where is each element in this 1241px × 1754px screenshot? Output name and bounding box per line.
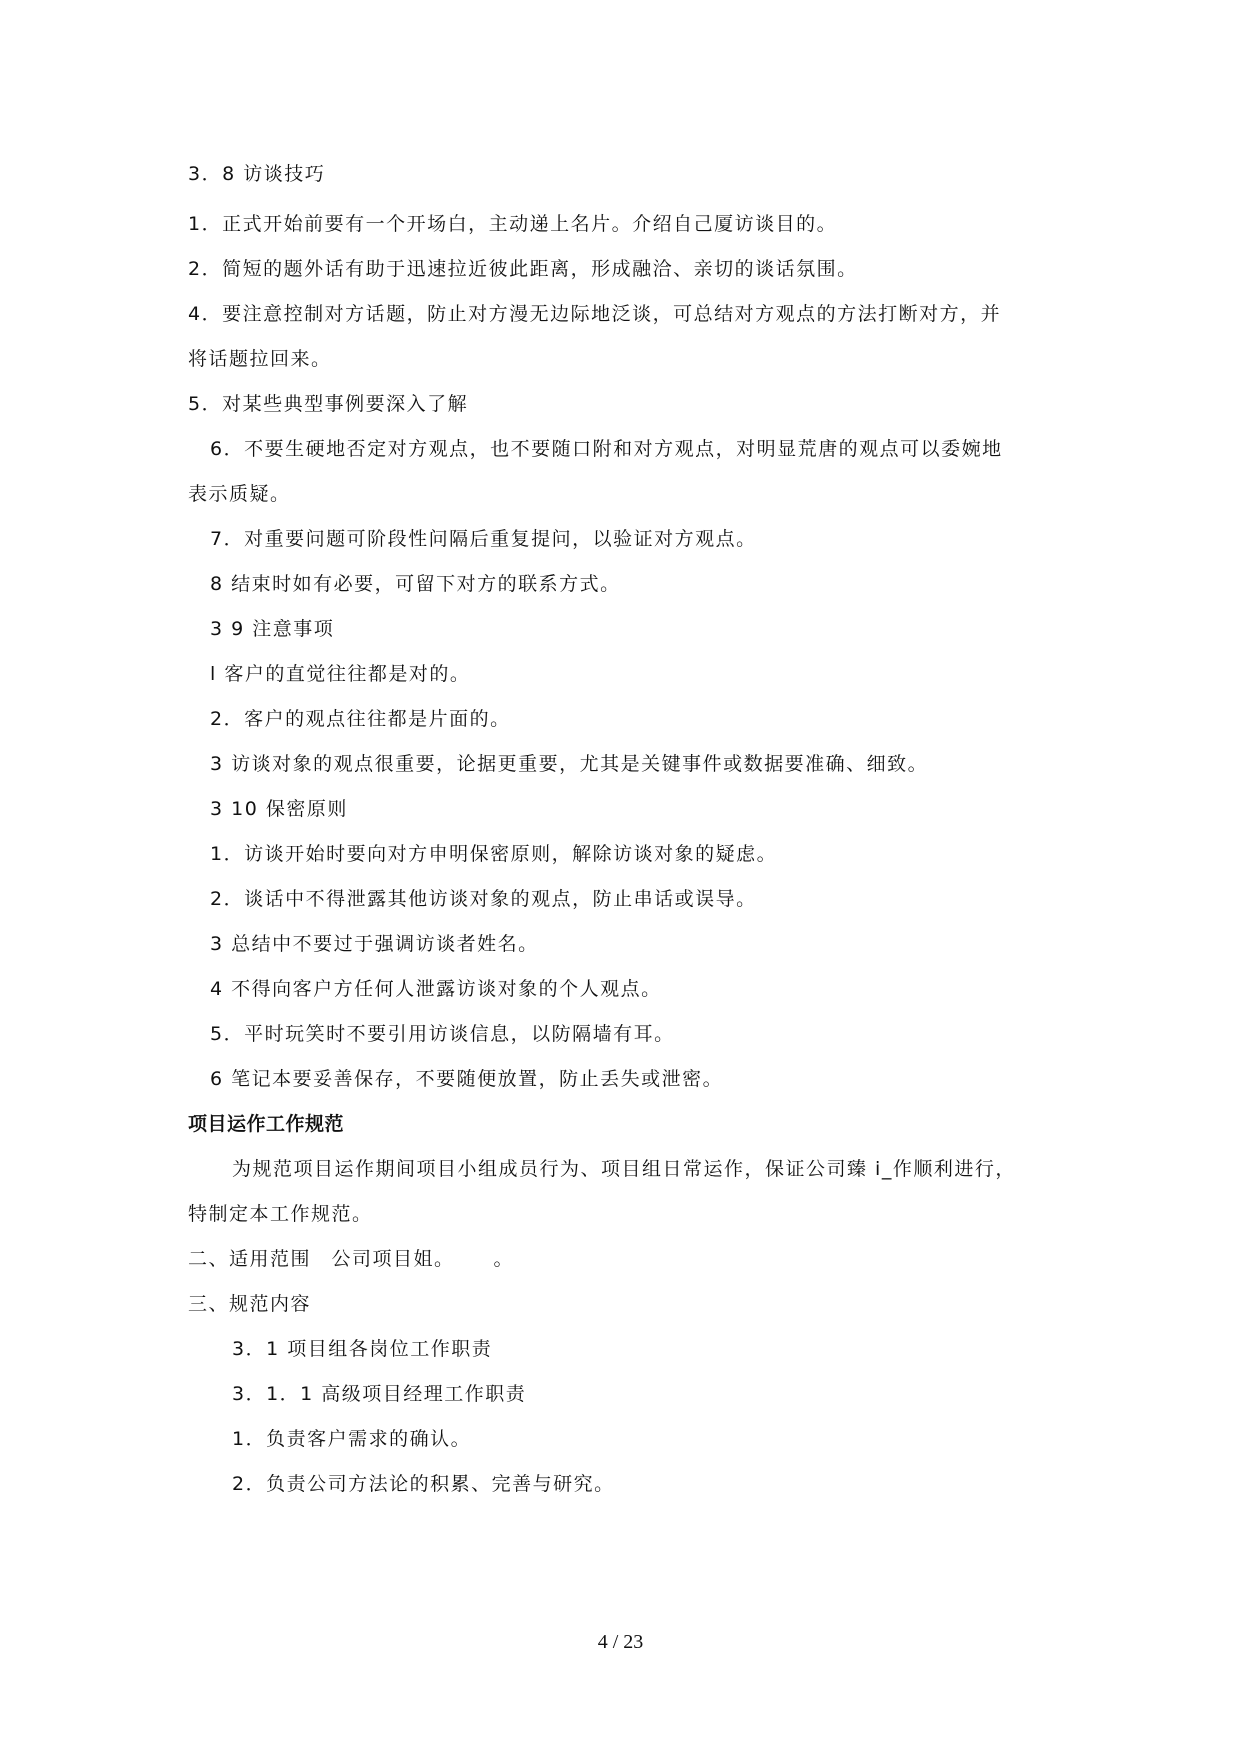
paragraph-line: l 客户的直觉往往都是对的。: [210, 663, 471, 685]
paragraph-line: 2．谈话中不得泄露其他访谈对象的观点，防止串话或误导。: [210, 888, 757, 910]
paragraph-line: 表示质疑。: [188, 483, 291, 505]
paragraph-line: 7．对重要问题可阶段性问隔后重复提问，以验证对方观点。: [210, 528, 757, 550]
paragraph-line: 3 访谈对象的观点很重要，论据更重要，尤其是关键事件或数据要准确、细致。: [210, 753, 929, 775]
paragraph-line: 将话题拉回来。: [188, 348, 332, 370]
paragraph-line: 2．客户的观点往往都是片面的。: [210, 708, 511, 730]
paragraph-line: 4 不得向客户方任何人泄露访谈对象的个人观点。: [210, 978, 662, 1000]
paragraph-line: 三、规范内容: [188, 1293, 312, 1315]
paragraph-line: 1．负责客户需求的确认。: [232, 1428, 472, 1450]
paragraph-line: 二、适用范围 公司项目姐。 。: [188, 1248, 515, 1270]
paragraph-line: 8 结束时如有必要，可留下对方的联系方式。: [210, 573, 621, 595]
section-title-confidentiality: 3 10 保密原则: [210, 798, 348, 820]
page-number: 4 / 23: [597, 1631, 644, 1653]
subsection-title: 3．1．1 高级项目经理工作职责: [232, 1383, 527, 1405]
paragraph-line: 5．平时玩笑时不要引用访谈信息，以防隔墙有耳。: [210, 1023, 675, 1045]
section-heading-project-operation: 项目运作工作规范: [188, 1113, 345, 1135]
paragraph-line: 6 笔记本要妥善保存，不要随便放置，防止丢失或泄密。: [210, 1068, 724, 1090]
paragraph-line: 特制定本工作规范。: [188, 1203, 373, 1225]
paragraph-line: 1．访谈开始时要向对方申明保密原则，解除访谈对象的疑虑。: [210, 843, 778, 865]
paragraph-line: 1．正式开始前要有一个开场白，主动递上名片。介绍自己厦访谈目的。: [188, 213, 838, 235]
paragraph-line: 5．对某些典型事例要深入了解: [188, 393, 469, 415]
paragraph-line: 4．要注意控制对方话题，防止对方漫无边际地泛谈，可总结对方观点的方法打断对方，并: [188, 303, 1002, 325]
paragraph-line: 6．不要生硬地否定对方观点，也不要随口附和对方观点，对明显荒唐的观点可以委婉地: [210, 438, 1003, 460]
section-title-interview-skills: 3．8 访谈技巧: [188, 163, 326, 185]
paragraph-line: 2．负责公司方法论的积累、完善与研究。: [232, 1473, 615, 1495]
paragraph-line: 3 总结中不要过于强调访谈者姓名。: [210, 933, 539, 955]
paragraph-line: 为规范项目运作期间项目小组成员行为、项目组日常运作，保证公司臻 i_作顺利进行，: [232, 1158, 1016, 1180]
paragraph-line: 2．简短的题外话有助于迅速拉近彼此距离，形成融洽、亲切的谈话氛围。: [188, 258, 858, 280]
section-title-notes: 3 9 注意事项: [210, 618, 335, 640]
subsection-title: 3．1 项目组各岗位工作职责: [232, 1338, 493, 1360]
